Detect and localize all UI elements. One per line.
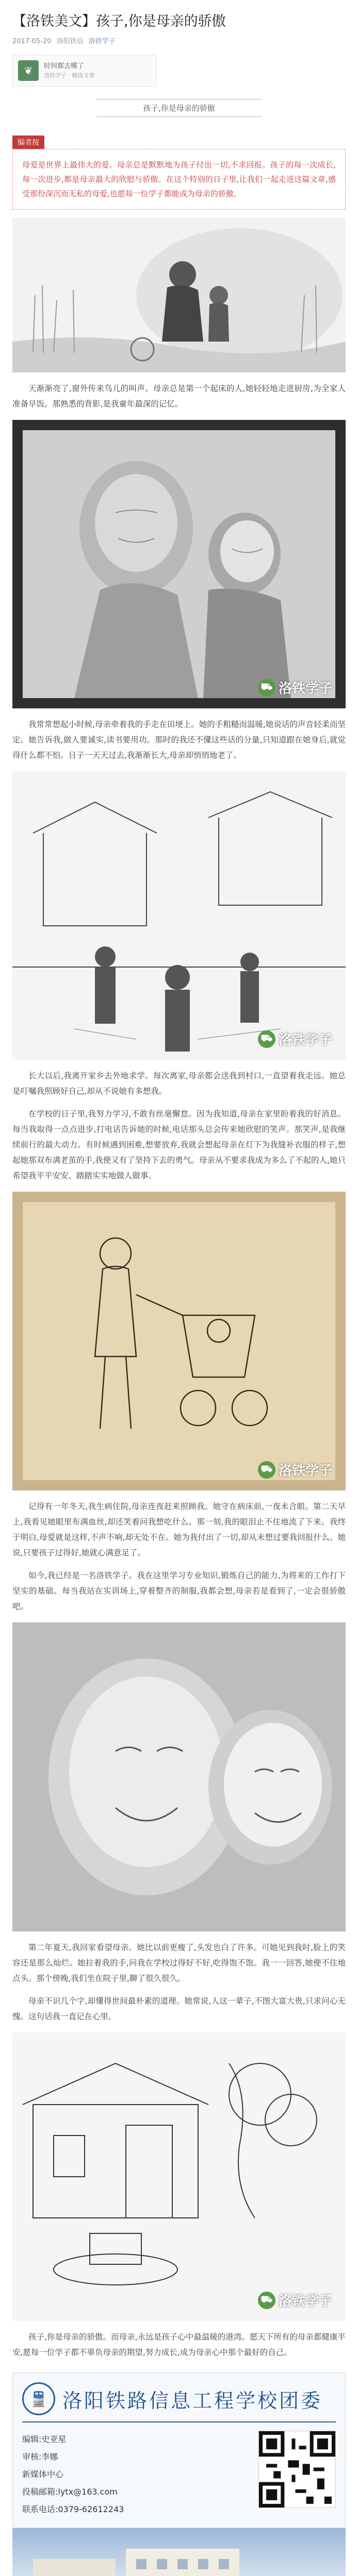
illustration-stroller (12, 1192, 346, 1490)
smiling-faces-sketch (12, 1622, 346, 1931)
article-title: 【洛铁美文】孩子,你是母亲的骄傲 (12, 13, 226, 29)
media-center: 新媒体中心 (22, 2469, 64, 2479)
illustration-smiles (12, 1622, 346, 1931)
village-market-sketch (12, 771, 346, 1060)
editor-note: 母爱是世界上最伟大的爱。母亲总是默默地为孩子付出一切,不求回报。孩子的每一次成长,每一次进步,都是母亲最大的欣慰与骄傲。在这个特别的日子里,让我们一起走进这篇文章,感受那份深沉而无私的母爱,也愿每一位学子都能成为母亲的骄傲。 (12, 149, 346, 210)
banner-info (22, 2431, 124, 2518)
article-subtitle: 孩子,你是母亲的骄傲 (96, 99, 262, 117)
courtyard-sketch (12, 2032, 346, 2321)
paragraph-2: 我常常想起小时候,母亲牵着我的手走在田埂上。她的手粗糙而温暖,她说话的声音轻柔而坚定。她告诉我,做人要诚实,读书要用功。那时的我还不懂这些话的分量,只知道跟在她身后,就觉得什么都不怕。日子一天天过去,我渐渐长大,母亲却悄悄地老了。 (12, 720, 346, 760)
follow-card-name: 时间都去哪了 (44, 62, 85, 70)
editor-section (12, 126, 346, 210)
follow-card-sub: 洛铁学子 · 精选文章 (44, 72, 95, 79)
illustration-mother-child (12, 218, 346, 372)
article-date: 2017-05-20 (12, 38, 52, 45)
train-icon: ⛟ (258, 2292, 275, 2309)
train-icon: ⛟ (258, 1461, 275, 1479)
watermark (258, 1460, 332, 1479)
paragraph-6: 如今,我已经是一名洛铁学子。我在这里学习专业知识,锻炼自己的能力,为将来的工作打下坚实的基础。每当我站在实训场上,穿着整齐的制服,我都会想,母亲若是看到了,一定会很骄傲吧。 (12, 1571, 346, 1611)
review-credit: 审核:李娜 (22, 2452, 58, 2462)
paragraph-4: 在学校的日子里,我努力学习,不敢有丝毫懈怠。因为我知道,母亲在家里盼着我的好消息。每当我取得一点点进步,打电话告诉她的时候,电话那头总会传来她欣慰的笑声。那笑声,是我继续前行的最大动力。有时候遇到困难,想要放弃,我就会想起母亲在灯下为我缝补衣服的样子,想起她那双布满老茧的手,我便又有了坚持下去的勇气。母亲从不要求我成为多么了不起的人,她只希望我平平安安、踏踏实实地做人做事。 (12, 1109, 346, 1180)
banner-body (22, 2431, 336, 2518)
leaf-icon: ❦ (18, 60, 39, 81)
follow-card[interactable] (12, 55, 157, 87)
account-link[interactable]: 洛铁学子 (88, 38, 116, 45)
article-author: 洛阳铁信 (56, 38, 84, 45)
qr-pattern (259, 2431, 335, 2507)
submission-email: 投稿邮箱:lytx@163.com (22, 2487, 118, 2497)
paragraph-5: 记得有一年冬天,我生病住院,母亲连夜赶来照顾我。她守在病床前,一夜未合眼。第二天早上,我看见她眼里布满血丝,却还笑着问我想吃什么。那一刻,我的眼泪止不住地流了下来。我终于明白,母爱就是这样,不声不响,却无处不在。她为我付出了一切,却从未想过要我回报什么。她说,只要孩子过得好,她就心满意足了。 (12, 1502, 346, 1557)
school-name: 洛阳铁路信息工程学校团委 (62, 2389, 323, 2412)
editor-credit: 编辑:史亚星 (22, 2434, 67, 2444)
qr-code-icon (258, 2431, 336, 2508)
grandmother-portrait-sketch (12, 420, 346, 708)
train-icon: ⛟ (258, 1030, 275, 1048)
watermark-text: 洛铁学子 (278, 681, 332, 697)
watermark (258, 2291, 332, 2310)
banner-head (22, 2382, 336, 2422)
paragraph-9: 孩子,你是母亲的骄傲。而母亲,永远是孩子心中最温暖的港湾。愿天下所有的母亲都健康平安,愿每一位学子都不辜负母亲的期望,努力成长,成为母亲心中那个最好的自己。 (12, 2332, 346, 2357)
paragraph-1: 天渐渐亮了,窗外传来鸟儿的叫声。母亲总是第一个起床的人,她轻轻地走进厨房,为全家人准备早饭。那熟悉的背影,是我童年最深的记忆。 (12, 384, 346, 409)
mother-stroller-sketch (12, 1192, 346, 1490)
watermark-text: 洛铁学子 (278, 2294, 332, 2309)
illustration-courtyard (12, 2032, 346, 2321)
watermark-text: 洛铁学子 (278, 1032, 332, 1048)
paragraph-8: 母亲不识几个字,却懂得世间最朴素的道理。她常说,人这一辈子,不图大富大贵,只求问心无愧。这句话我一直记在心里。 (12, 1996, 346, 2021)
campus-photo (12, 2528, 346, 2576)
school-logo-icon: 🚆 (22, 2382, 55, 2415)
campus-scene (12, 2528, 346, 2576)
editor-tag: 编者按 (12, 135, 44, 149)
illustration-village (12, 771, 346, 1060)
watermark-text: 洛铁学子 (278, 1463, 332, 1479)
contact-phone: 联系电话:0379-62612243 (22, 2504, 124, 2514)
paragraph-7: 第二年夏天,我回家看望母亲。她比以前更瘦了,头发也白了许多。可她见到我时,脸上的笑容还是那么灿烂。她拉着我的手,问我在学校过得好不好,吃得饱不饱。我一一回答,她便不住地点头。那个傍晚,我们坐在院子里,聊了很久很久。 (12, 1943, 346, 1983)
watermark (258, 1029, 332, 1048)
article-meta (12, 36, 346, 47)
watermark (258, 678, 332, 697)
school-banner (12, 2372, 346, 2528)
train-icon: ⛟ (258, 679, 275, 697)
illustration-portrait (12, 420, 346, 708)
paragraph-3: 长大以后,我离开家乡去外地求学。每次离家,母亲都会送我到村口,一直望着我走远。她总是叮嘱我照顾好自己,却从不说她有多想我。 (12, 1071, 346, 1096)
mother-child-sketch (12, 218, 346, 372)
